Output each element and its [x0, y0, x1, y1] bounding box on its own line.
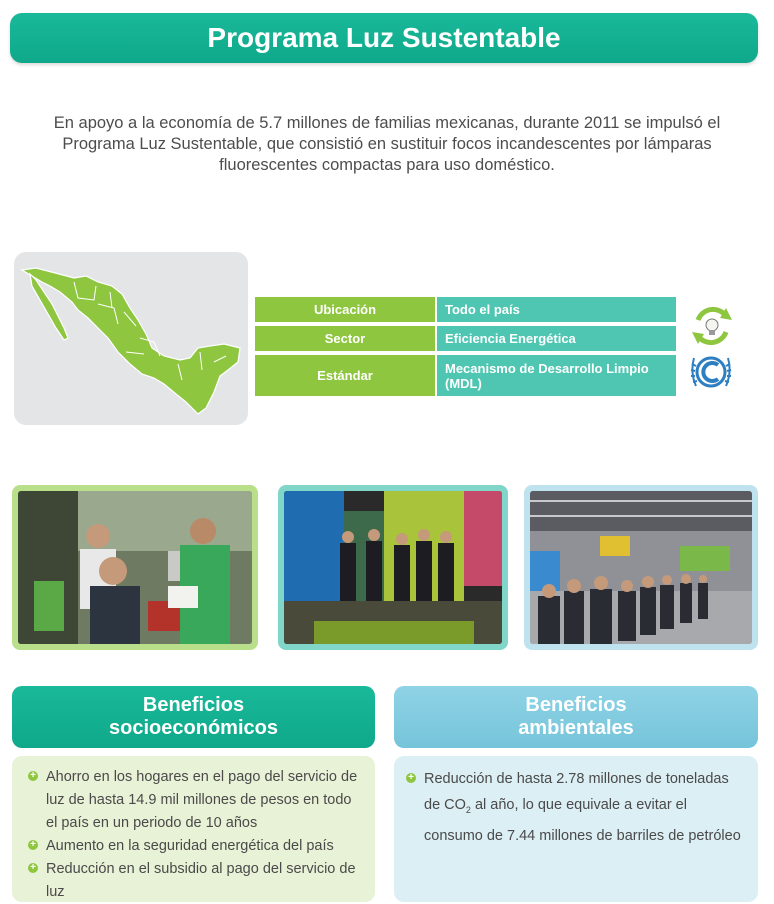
info-label: Ubicación	[255, 297, 435, 322]
benefit-text-1: Reducción de hasta 2.78 millones de toneladas de CO	[424, 771, 729, 813]
intro-line-2: Programa Luz Sustentable, que consistió en sustituir focos incandescentes por lámparas	[62, 135, 712, 153]
benefit-text: Ahorro en los hogares en el pago del servicio de luz de hasta 14.9 mil millones de pesos en todo el país en un periodo de 10 años	[46, 769, 358, 831]
benefits-socio-header	[12, 686, 375, 748]
page-title: Programa Luz Sustentable	[10, 13, 758, 63]
plus-bullet-icon: +	[28, 771, 38, 781]
info-label: Sector	[255, 326, 435, 351]
benefits-env-header	[394, 686, 758, 748]
intro-paragraph	[20, 113, 754, 176]
intro-line-3: fluorescentes compactas para uso doméstico.	[219, 156, 555, 174]
recycle-bulb-icon	[690, 304, 734, 348]
info-value: Todo el país	[437, 297, 676, 322]
benefit-item	[26, 858, 363, 904]
intro-line-1: En apoyo a la economía de 5.7 millones de familias mexicanas, durante 2011 se impulsó el	[53, 114, 721, 132]
benefits-env-body	[394, 756, 758, 902]
info-value: Eficiencia Energética	[437, 326, 676, 351]
mexico-map	[14, 252, 248, 425]
photo-store-queue	[530, 491, 752, 644]
plus-bullet-icon: +	[28, 863, 38, 873]
benefits-socio-list	[26, 766, 363, 904]
info-row-estandar	[255, 355, 676, 396]
benefit-item	[26, 766, 363, 835]
photo-frame-1	[12, 485, 258, 650]
photo-stage-ceremony	[284, 491, 502, 644]
co2-subscript: 2	[465, 804, 471, 815]
info-value: Mecanismo de Desarrollo Limpio (MDL)	[437, 355, 676, 396]
photo-frame-2	[278, 485, 508, 650]
benefits-env-list	[404, 766, 748, 849]
benefit-text: Reducción en el subsidio al pago del servicio de luz	[46, 861, 356, 900]
benefit-text: Aumento en la seguridad energética del país	[46, 838, 334, 854]
plus-bullet-icon: +	[28, 840, 38, 850]
photo-frame-3	[524, 485, 758, 650]
map-card	[14, 252, 248, 425]
benefits-socio-body	[12, 756, 375, 902]
info-label: Estándar	[255, 355, 435, 396]
plus-bullet-icon: +	[406, 773, 416, 783]
benefit-text-2: al año, lo que equivale a evitar el consumo de 7.44 millones de barriles de petróleo	[424, 797, 741, 844]
benefits-env-title: Beneficios ambientales	[518, 694, 634, 739]
benefit-item	[404, 766, 748, 849]
info-row-ubicacion	[255, 297, 676, 322]
benefit-item	[26, 835, 363, 858]
un-climate-icon	[688, 350, 734, 394]
photo-street-distribution	[18, 491, 252, 644]
benefits-socio-title: Beneficios socioeconómicos	[109, 694, 278, 739]
info-row-sector	[255, 326, 676, 351]
